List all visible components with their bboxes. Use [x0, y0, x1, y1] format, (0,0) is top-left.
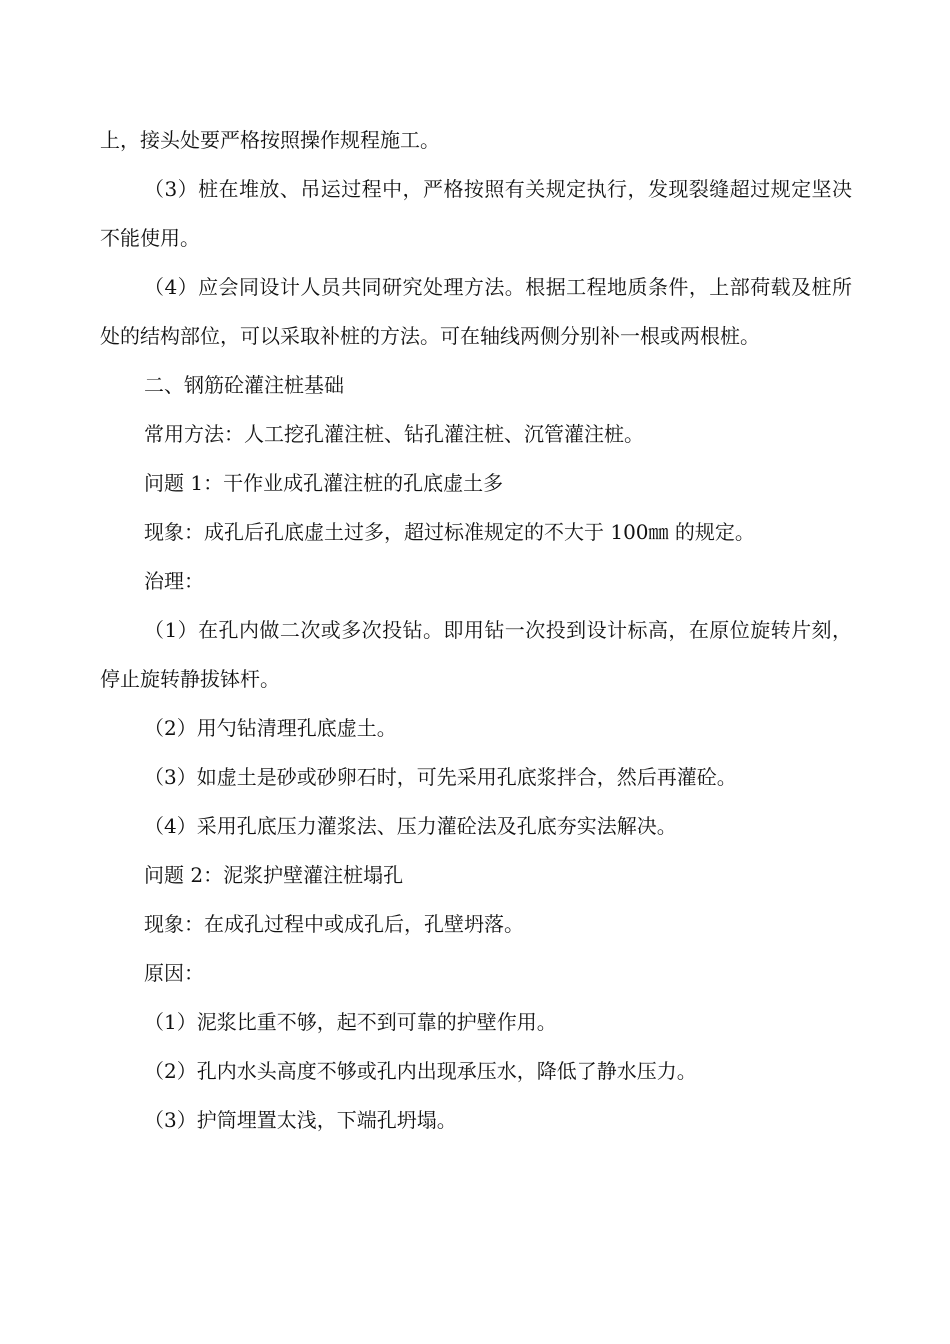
paragraph-item-3: （3）桩在堆放、吊运过程中，严格按照有关规定执行，发现裂缝超过规定坚决不能使用。 — [100, 177, 852, 250]
cause-item-1: （1）泥浆比重不够，起不到可靠的护壁作用。 — [144, 1010, 557, 1034]
treatment-item-3: （3）如虚土是砂或砂卵石时，可先采用孔底浆拌合，然后再灌砼。 — [144, 765, 737, 789]
cause-heading: 原因： — [144, 961, 204, 985]
cause-item-3: （3）护筒埋置太浅，下端孔坍塌。 — [144, 1108, 457, 1132]
section-heading: 二、钢筋砼灌注桩基础 — [144, 373, 344, 397]
treatment-item-4: （4）采用孔底压力灌浆法、压力灌砼法及孔底夯实法解决。 — [144, 814, 677, 838]
problem-1-phenomenon: 现象：成孔后孔底虚土过多，超过标准规定的不大于 100㎜ 的规定。 — [144, 520, 755, 544]
paragraph-common-methods: 常用方法：人工挖孔灌注桩、钻孔灌注桩、沉管灌注桩。 — [144, 422, 644, 446]
problem-2-phenomenon: 现象：在成孔过程中或成孔后，孔壁坍落。 — [144, 912, 524, 936]
cause-item-2: （2）孔内水头高度不够或孔内出现承压水，降低了静水压力。 — [144, 1059, 697, 1083]
problem-2-heading: 问题 2：泥浆护壁灌注桩塌孔 — [144, 863, 404, 887]
treatment-heading: 治理： — [144, 569, 204, 593]
document-body — [100, 116, 852, 1145]
paragraph-continuation: 上，接头处要严格按照操作规程施工。 — [100, 128, 440, 152]
treatment-item-1: （1）在孔内做二次或多次投钻。即用钻一次投到设计标高，在原位旋转片刻，停止旋转静拔钵杆。 — [100, 618, 852, 691]
treatment-item-2: （2）用勺钻清理孔底虚土。 — [144, 716, 397, 740]
paragraph-item-4: （4）应会同设计人员共同研究处理方法。根据工程地质条件，上部荷载及桩所处的结构部位，可以采取补桩的方法。可在轴线两侧分别补一根或两根桩。 — [100, 275, 852, 348]
problem-1-heading: 问题 1：干作业成孔灌注桩的孔底虚土多 — [144, 471, 504, 495]
